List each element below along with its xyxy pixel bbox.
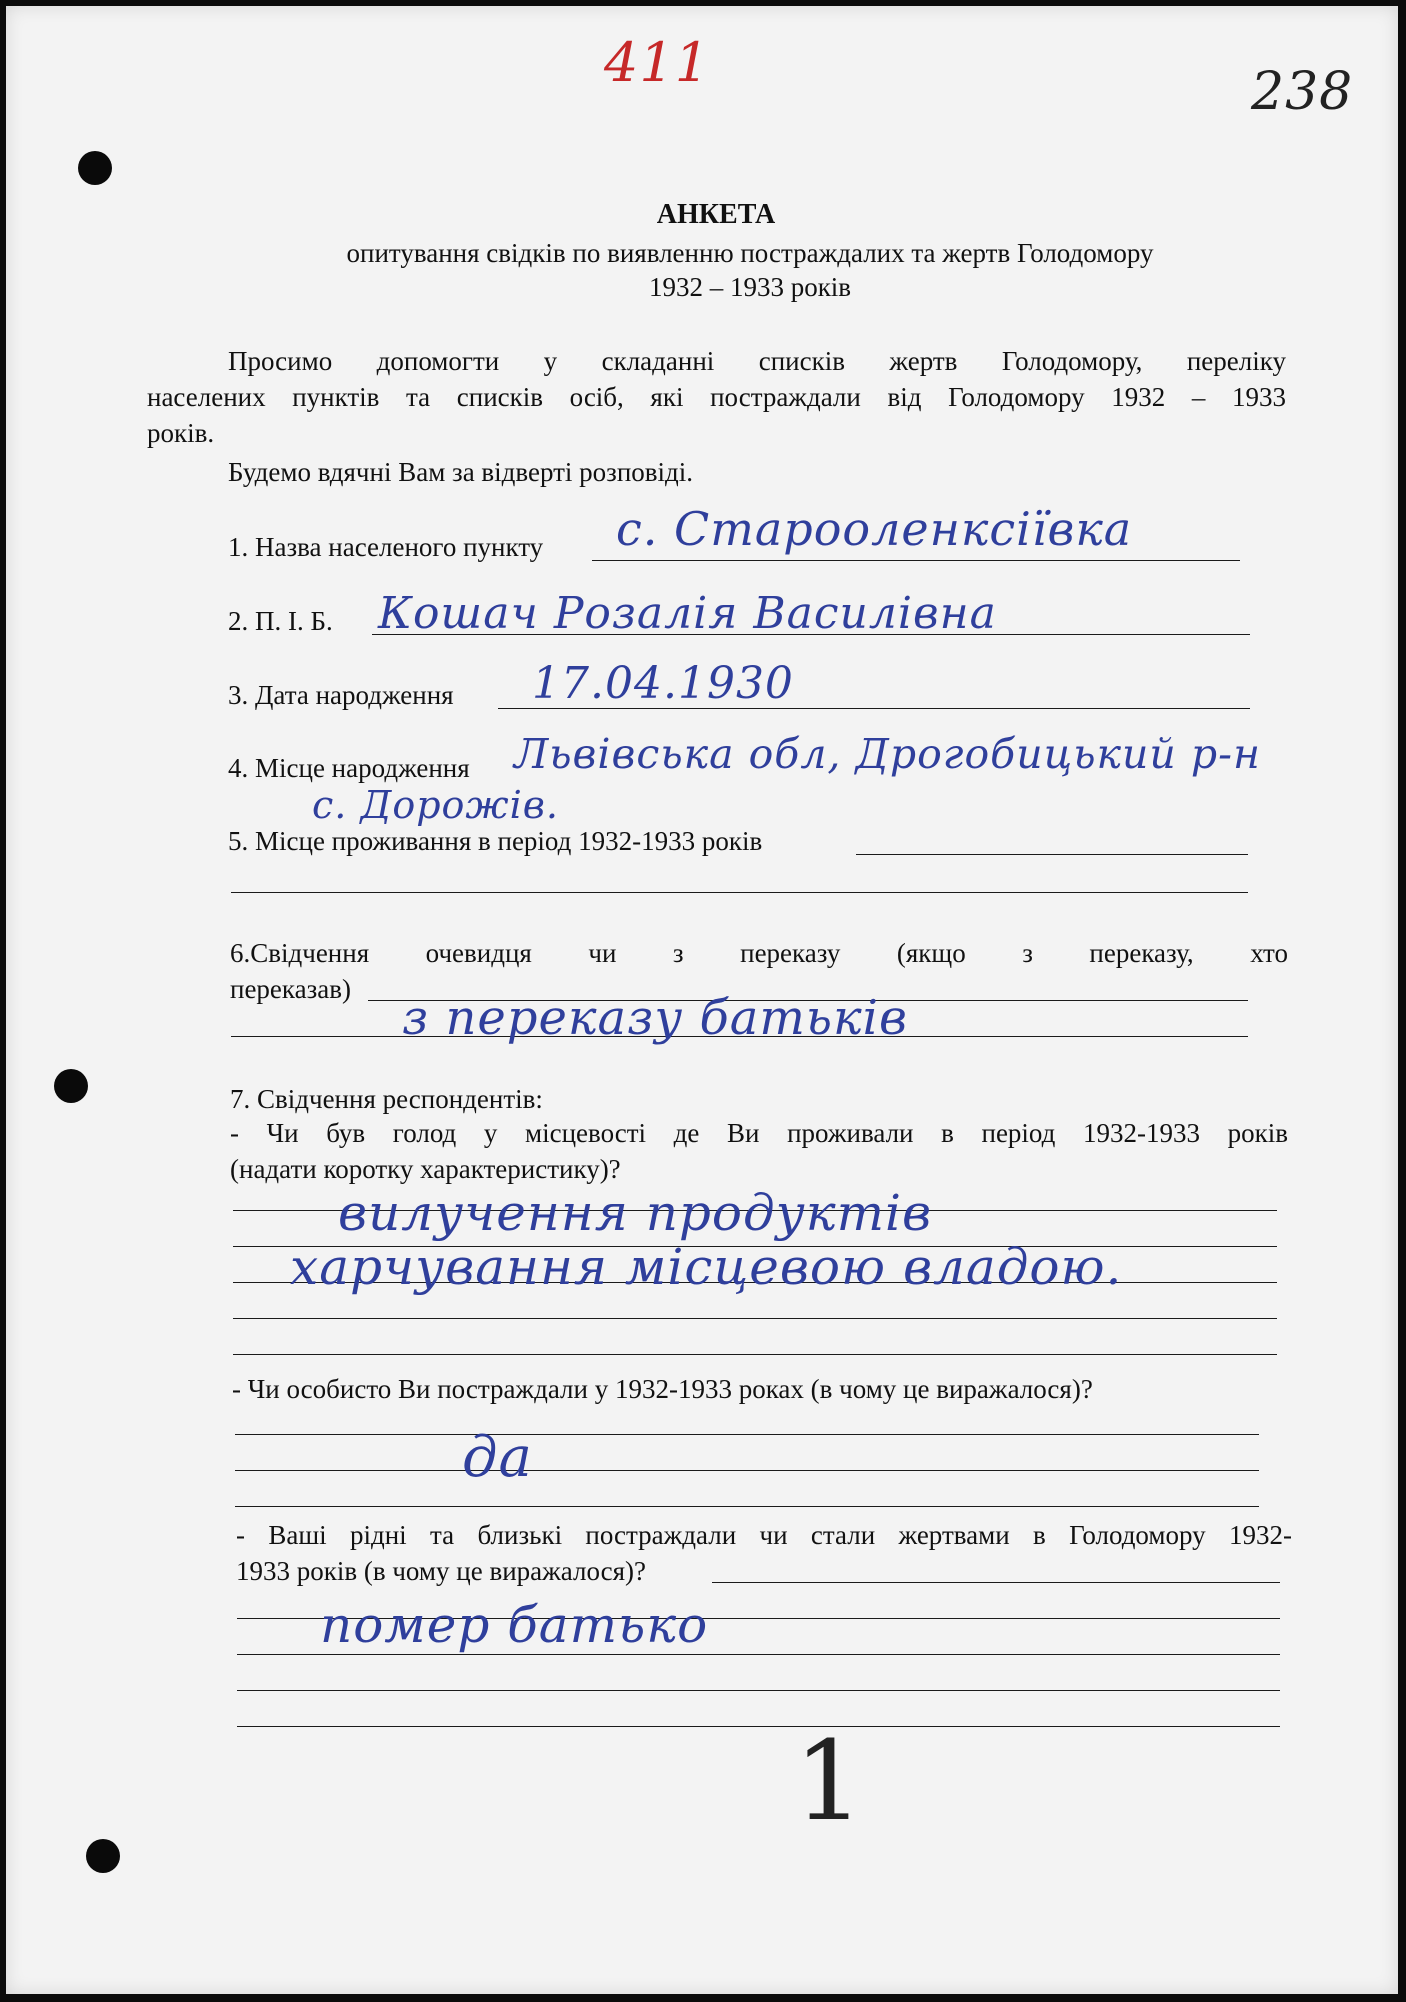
intro-line-3: років. [147,418,215,448]
page-number-top-right: 238 [1251,62,1354,122]
archive-number-red: 411 [604,31,711,94]
q6-label-line-1: 6.Свідчення очевидця чи з переказу (якщо з переказу, хто [230,938,1288,968]
q7c-answer-line-3 [237,1654,1280,1655]
q7a-answer-line-4 [233,1318,1277,1319]
questionnaire-page [6,6,1398,1994]
q3-label: 3. Дата народження [228,680,454,710]
q7b-answer-line-1 [235,1434,1259,1435]
q6-label-line-2: переказав) [230,974,351,1004]
intro-thanks: Будемо вдячні Вам за відверті розповіді. [228,457,694,487]
q7b-answer-line-2 [235,1470,1259,1471]
intro-line-2: населених пунктів та списків осіб, які постраждали від Голодомору 1932 – 1933 [147,382,1286,412]
q7c-question-line-1: - Ваші рідні та близькі постраждали чи стали жертвами в Голодомору 1932- [236,1520,1292,1550]
q4-label: 4. Місце народження [228,753,470,783]
q5-answer-line-2 [231,892,1248,893]
punch-hole-middle [54,1069,88,1103]
q4-answer-line-1: Львівська обл, Дрогобицький р-н [514,730,1261,778]
q6-answer: з переказу батьків [402,990,908,1046]
q4-answer-line-2: с. Дорожів. [312,783,559,827]
q7c-answer-line-1 [712,1582,1280,1583]
punch-hole-bottom [86,1839,120,1873]
q7-label: 7. Свідчення респондентів: [230,1084,543,1114]
q7b-answer: да [462,1425,533,1490]
form-title: АНКЕТА [656,199,776,230]
q1-label: 1. Назва населеного пункту [228,532,544,562]
q7c-answer: помер батько [320,1596,709,1654]
q7a-answer-line-2-text: харчування місцевою владою. [290,1238,1123,1296]
q7b-question: - Чи особисто Ви постраждали у 1932-1933 роках (в чому це виражалося)? [232,1374,1093,1404]
q7c-answer-line-4 [237,1690,1280,1691]
q5-answer-line-1 [856,854,1248,855]
q2-answer: Кошач Розалія Василівна [378,588,997,639]
q5-label: 5. Місце проживання в період 1932-1933 років [228,826,763,856]
q2-label: 2. П. І. Б. [228,606,333,636]
q3-answer: 17.04.1930 [532,658,794,709]
q7a-question-line-1: - Чи був голод у місцевості де Ви проживали в період 1932-1933 років [230,1118,1288,1148]
q7a-answer-line-5 [233,1354,1277,1355]
q7c-question-line-2: 1933 років (в чому це виражалося)? [236,1556,647,1586]
page-number-bottom: 1 [794,1717,865,1845]
q1-answer: с. Старооленксіївка [616,502,1133,556]
q1-answer-line [592,560,1240,561]
q7c-answer-line-5 [237,1726,1280,1727]
punch-hole-top [78,151,112,185]
q7a-answer-line-1-text: вилучення продуктів [338,1184,933,1242]
q7b-answer-line-3 [235,1506,1259,1507]
q7a-question-line-2: (надати коротку характеристику)? [230,1154,621,1184]
form-subtitle: опитування свідків по виявленню постраждалих та жертв Голодомору [346,238,1154,268]
intro-line-1: Просимо допомогти у складанні списків жертв Голодомору, переліку [228,346,1286,376]
form-subtitle-years: 1932 – 1933 років [648,272,852,302]
